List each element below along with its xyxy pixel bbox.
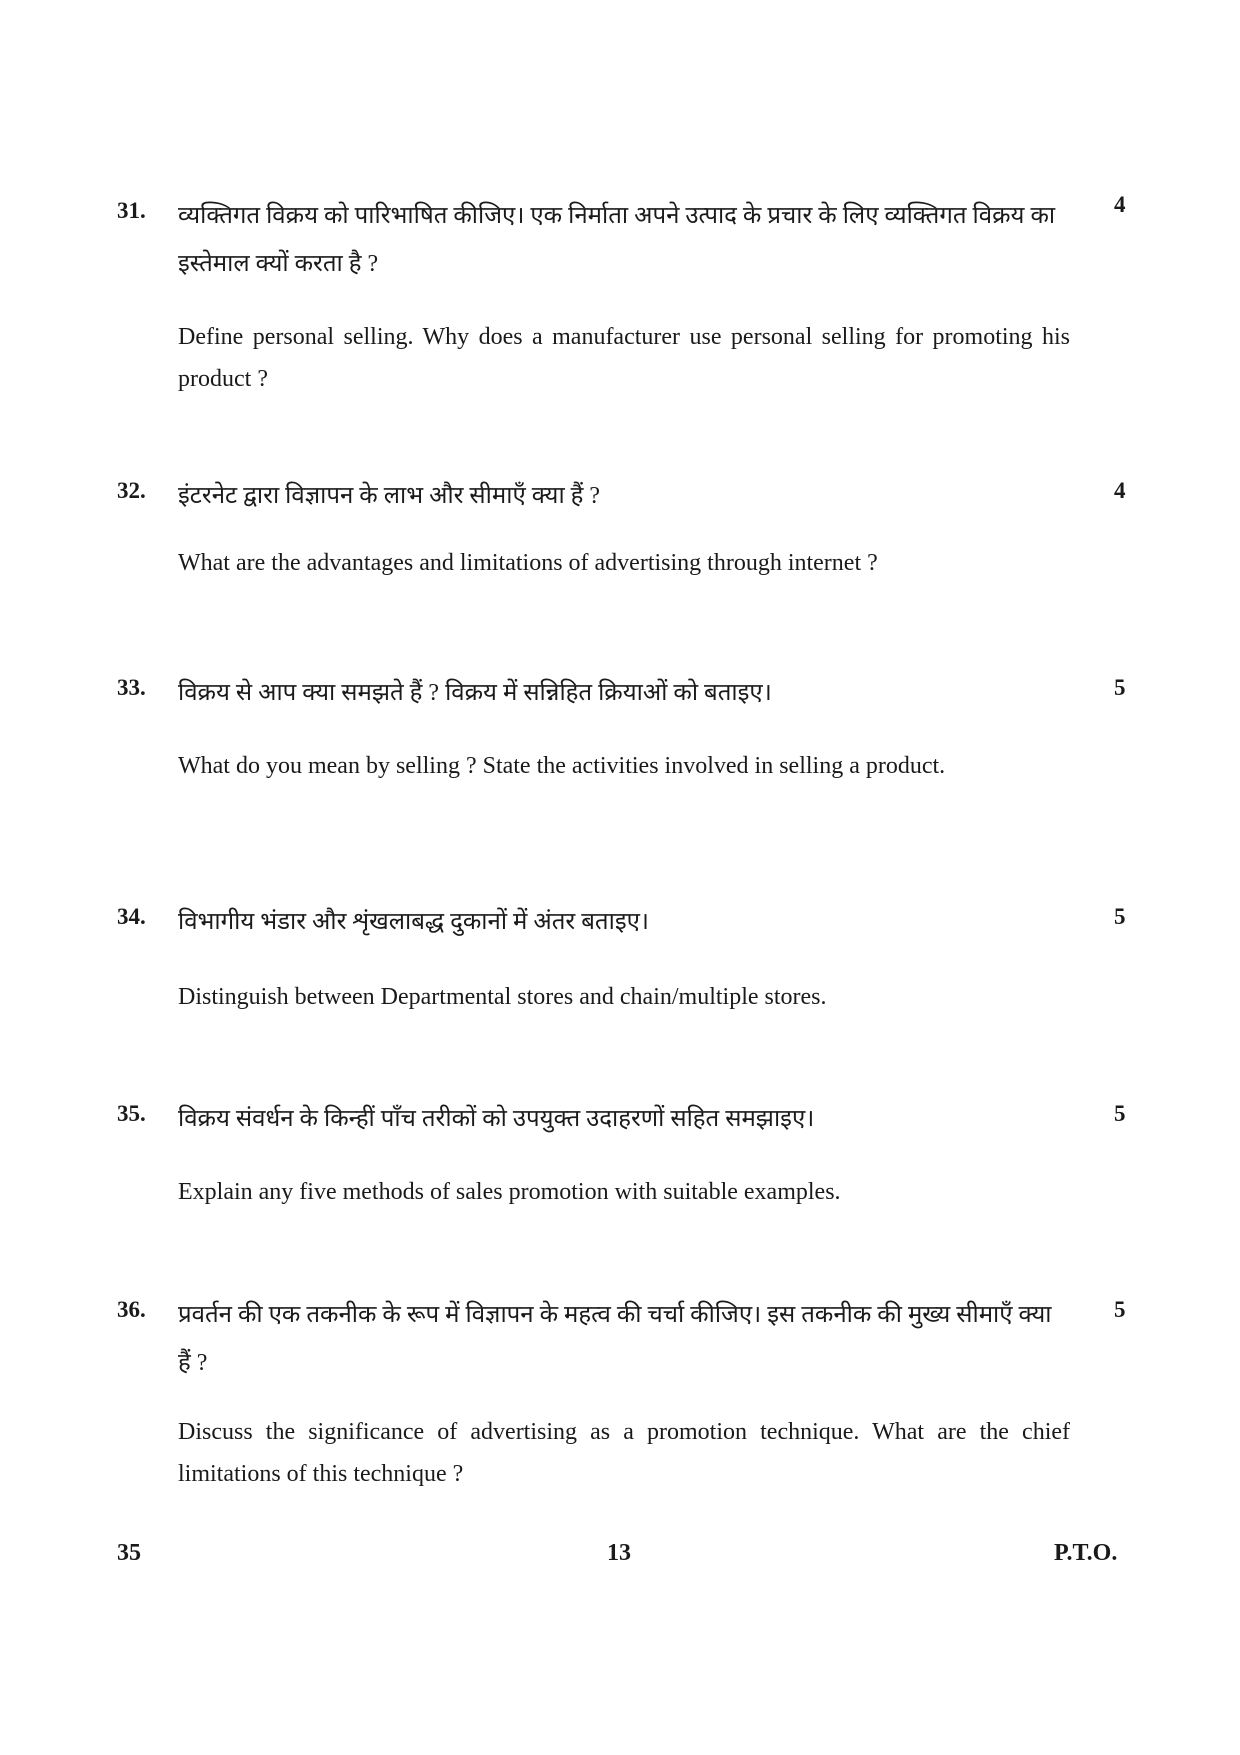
question-hindi: विक्रय से आप क्या समझते हैं ? विक्रय में सन्निहित क्रियाओं को बताइए। [178,680,772,706]
question-number: 35. [117,1101,146,1126]
question-marks: 5 [1114,1297,1126,1322]
question-number: 32. [117,478,146,503]
question-english: Discuss the significance of advertising as a promotion technique. What are the chief limitations of this technique ? [178,1419,1070,1487]
question-marks: 4 [1114,478,1126,503]
question-english: What are the advantages and limitations of advertising through internet ? [178,550,878,576]
question-hindi: व्यक्तिगत विक्रय को पारिभाषित कीजिए। एक निर्माता अपने उत्पाद के प्रचार के लिए व्यक्तिगत विक्रय का इस्तेमाल क्यों करता है ? [178,203,1056,277]
question-number: 31. [117,198,146,223]
question-marks: 5 [1114,904,1126,929]
question-english: Distinguish between Departmental stores and chain/multiple stores. [178,984,827,1010]
question-number: 36. [117,1297,146,1322]
question-hindi: विभागीय भंडार और शृंखलाबद्ध दुकानों में अंतर बताइए। [178,909,649,935]
question-hindi: विक्रय संवर्धन के किन्हीं पाँच तरीकों को उपयुक्त उदाहरणों सहित समझाइए। [178,1106,815,1132]
question-english: Define personal selling. Why does a manufacturer use personal selling for promoting his product ? [178,324,1070,392]
question-number: 34. [117,904,146,929]
question-hindi: इंटरनेट द्वारा विज्ञापन के लाभ और सीमाएँ क्या हैं ? [178,483,601,509]
question-hindi: प्रवर्तन की एक तकनीक के रूप में विज्ञापन के महत्व की चर्चा कीजिए। इस तकनीक की मुख्य सीमाएँ क्या हैं ? [178,1302,1052,1376]
question-english: Explain any five methods of sales promotion with suitable examples. [178,1179,841,1205]
please-turn-over: P.T.O. [1054,1540,1118,1566]
question-english: What do you mean by selling ? State the activities involved in selling a product. [178,753,946,779]
question-marks: 5 [1114,1101,1126,1126]
question-marks: 4 [1114,192,1126,217]
question-number: 33. [117,675,146,700]
question-marks: 5 [1114,675,1126,700]
paper-code: 35 [117,1540,141,1566]
page-number: 13 [607,1540,631,1566]
